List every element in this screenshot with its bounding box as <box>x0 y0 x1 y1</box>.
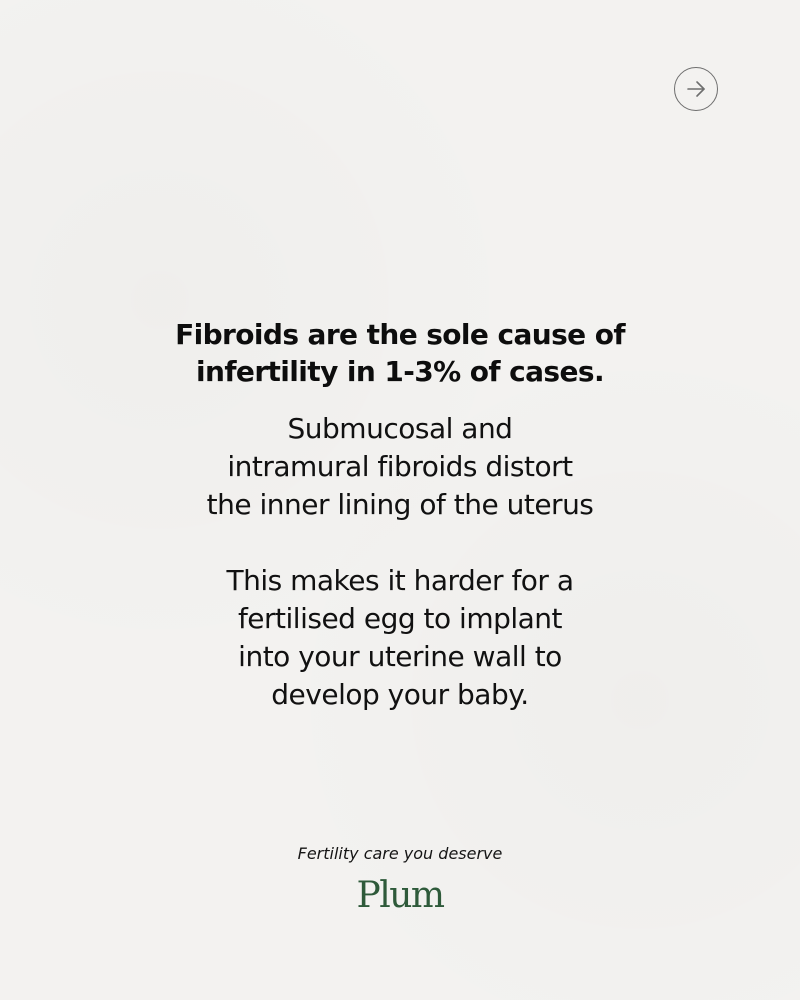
body-paragraph-1-line: the inner lining of the uterus <box>206 488 594 521</box>
next-slide-button[interactable] <box>674 67 718 111</box>
headline-line-1: Fibroids are the sole cause of <box>175 318 625 351</box>
body-paragraph-2-line: into your uterine wall to <box>238 640 562 673</box>
headline <box>120 316 680 390</box>
body-paragraph-1-line: intramural fibroids distort <box>227 450 573 483</box>
body-paragraph-1-line: Submucosal and <box>287 412 513 445</box>
arrow-right-icon <box>684 77 708 101</box>
body-paragraph-2-line: fertilised egg to implant <box>237 602 563 635</box>
body-paragraph-1 <box>120 410 680 524</box>
body-paragraph-2-line: develop your baby. <box>271 678 529 711</box>
headline-line-2: infertility in 1-3% of cases. <box>196 355 604 388</box>
body-paragraph-2 <box>120 562 680 714</box>
plum-logo: Plum <box>356 875 444 916</box>
tagline: Fertility care you deserve <box>297 844 503 863</box>
main-content <box>120 316 680 714</box>
body-paragraph-2-line: This makes it harder for a <box>226 564 574 597</box>
